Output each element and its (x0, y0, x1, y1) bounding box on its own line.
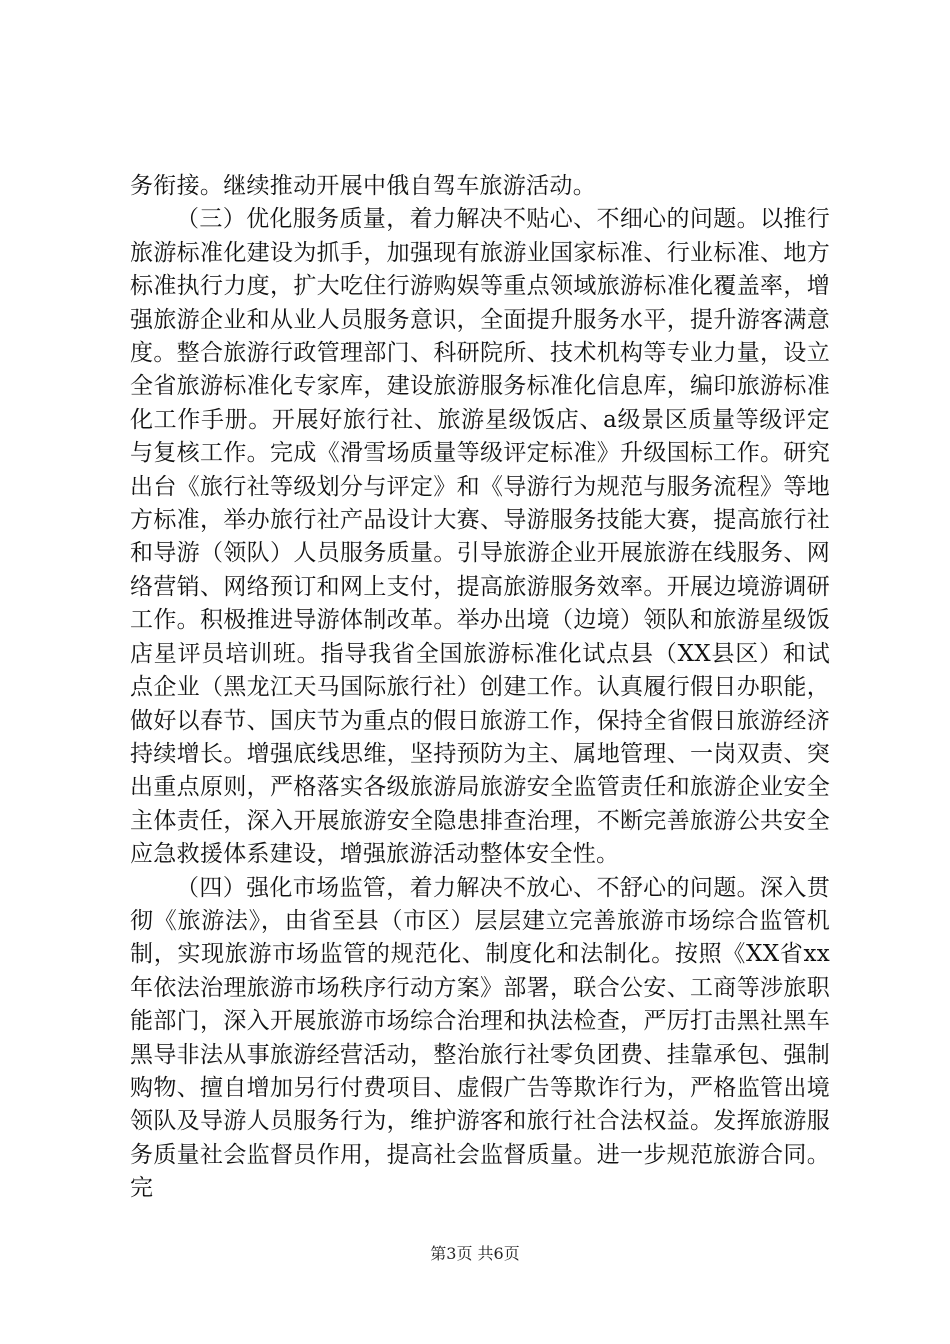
paragraph-section-four: （四）强化市场监管，着力解决不放心、不舒心的问题。深入贯彻《旅游法》，由省至县（市区）层层建立完善旅游市场综合监管机制，实现旅游市场监管的规范化、制度化和法制化。按照《XX省xx年依法治理旅游市场秩序行动方案》部署，联合公安、工商等涉旅职能部门，深入开展旅游市场综合治理和执法检查，严厉打击黑社黑车黑导非法从事旅游经营活动，整治旅行社零负团费、挂靠承包、强制购物、擅自增加另行付费项目、虚假广告等欺诈行为，严格监管出境领队及导游人员服务行为，维护游客和旅行社合法权益。发挥旅游服务质量社会监督员作用，提高社会监督质量。进一步规范旅游合同。完 (130, 874, 830, 1202)
page-footer (0, 1241, 950, 1264)
paragraph-section-three: （三）优化服务质量，着力解决不贴心、不细心的问题。以推行旅游标准化建设为抓手，加强现有旅游业国家标准、行业标准、地方标准执行力度，扩大吃住行游购娱等重点领域旅游标准化覆盖率，增强旅游企业和从业人员服务意识，全面提升服务水平，提升游客满意度。整合旅游行政管理部门、科研院所、技术机构等专业力量，设立全省旅游标准化专家库，建设旅游服务标准化信息库，编印旅游标准化工作手册。开展好旅行社、旅游星级饭店、a级景区质量等级评定与复核工作。完成《滑雪场质量等级评定标准》升级国标工作。研究出台《旅行社等级划分与评定》和《导游行为规范与服务流程》等地方标准，举办旅行社产品设计大赛、导游服务技能大赛，提高旅行社和导游（领队）人员服务质量。引导旅游企业开展旅游在线服务、网络营销、网络预订和网上支付，提高旅游服务效率。开展边境游调研工作。积极推进导游体制改革。举办出境（边境）领队和旅游星级饭店星评员培训班。指导我省全国旅游标准化试点县（XX县区）和试点企业（黑龙江天马国际旅行社）创建工作。认真履行假日办职能，做好以春节、国庆节为重点的假日旅游工作，保持全省假日旅游经济持续增长。增强底线思维，坚持预防为主、属地管理、一岗双责、突出重点原则，严格落实各级旅游局旅游安全监管责任和旅游企业安全主体责任，深入开展旅游安全隐患排查治理，不断完善旅游公共安全应急救援体系建设，增强旅游活动整体安全性。 (130, 206, 830, 868)
document-body (130, 170, 830, 1206)
paragraph-continuation: 务衔接。继续推动开展中俄自驾车旅游活动。 (130, 173, 596, 199)
page-number-label: 第3页 共6页 (430, 1244, 520, 1263)
